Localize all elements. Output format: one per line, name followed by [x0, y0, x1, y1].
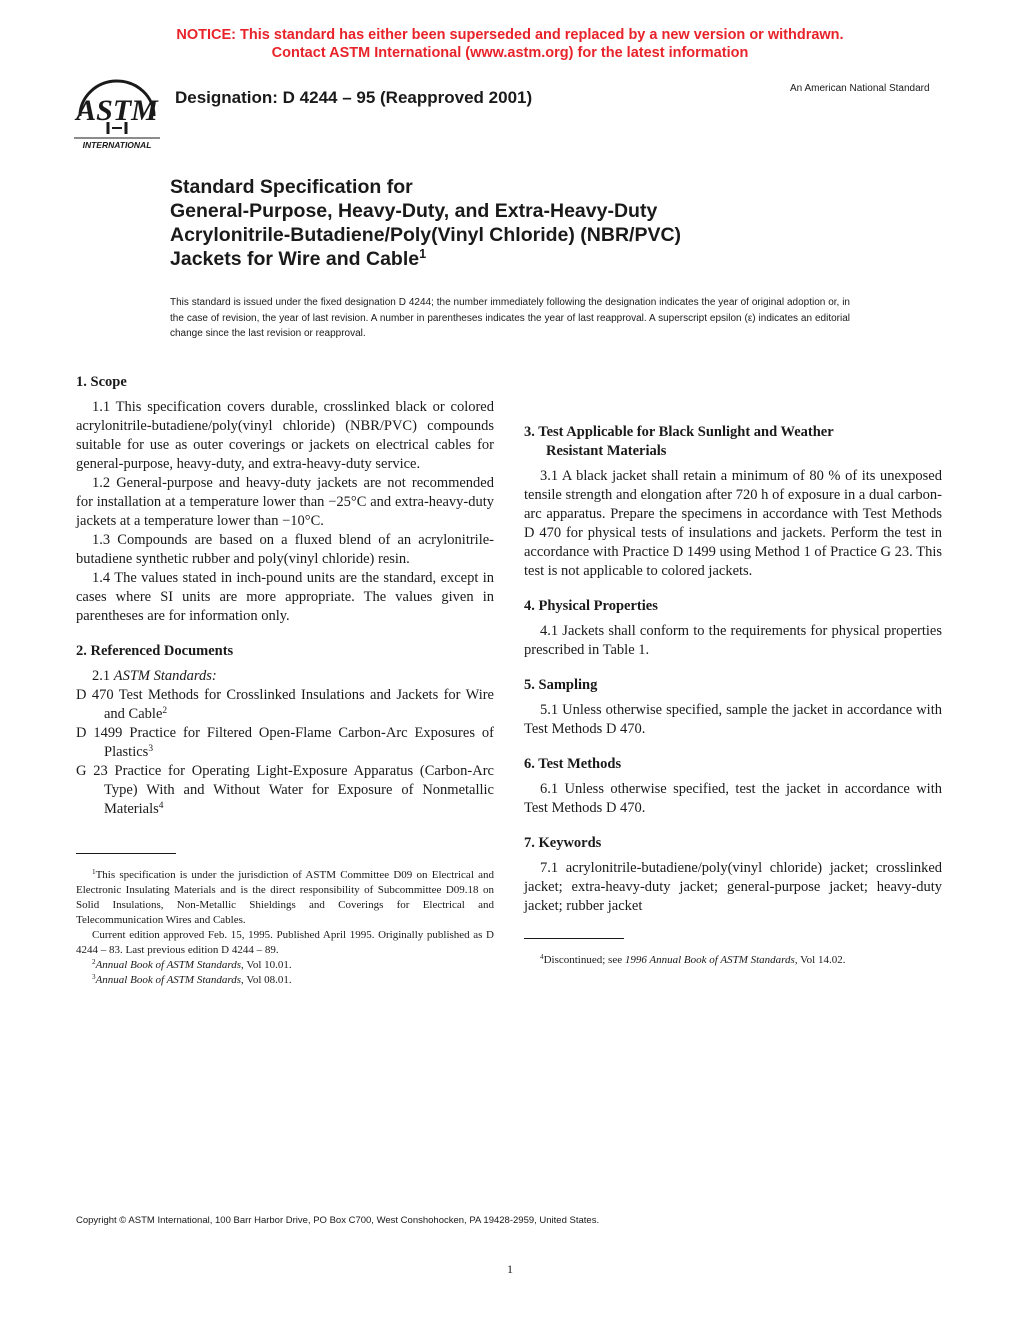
reference-d470: D 470 Test Methods for Crosslinked Insulations and Jackets for Wire and Cable$^2$ — [76, 687, 494, 722]
section-methods-heading: 6. Test Methods — [524, 756, 622, 772]
title-line-3: Acrylonitrile-Butadiene/Poly(Vinyl Chloride) (NBR/PVC) — [170, 224, 682, 246]
section-scope-heading: 1. Scope — [76, 374, 127, 390]
methods-6-1: 6.1 Unless otherwise specified, test the jacket in accordance with Test Methods D 470. — [524, 781, 942, 816]
section-physical-heading: 4. Physical Properties — [524, 598, 658, 614]
national-standard-label: An American National Standard — [790, 83, 930, 94]
left-column — [76, 373, 494, 988]
scope-1-3: 1.3 Compounds are based on a fluxed blend of an acrylonitrile-butadiene synthetic rubber and poly(vinyl chloride) resin. — [76, 532, 494, 567]
document-title — [170, 175, 870, 271]
sampling-5-1: 5.1 Unless otherwise specified, sample the jacket in accordance with Test Methods D 470. — [524, 702, 942, 737]
footnote-4: $^4$Discontinued; see 1996 Annual Book of ASTM Standards, Vol 14.02. — [540, 953, 846, 966]
title-line-1: Standard Specification for — [170, 176, 413, 198]
astm-logo — [72, 76, 162, 152]
logo-word: ASTM — [76, 94, 158, 127]
section-sampling-heading: 5. Sampling — [524, 677, 598, 693]
footnote-divider-left — [76, 853, 176, 854]
section-sunlight-heading: 3. Test Applicable for Black Sunlight and Weather Resistant Materials — [524, 424, 834, 459]
sunlight-3-1: 3.1 A black jacket shall retain a minimum of 80 % of its unexposed tensile strength and elongation after 720 h of exposure in a dual carbon-arc apparatus. Prepare the specimens in accordance with Test Methods D 470 for physical tests of insulations and jackets. Perform the test in accordance with Practice D 1499 using Method 1 of Practice G 23. This test is not applicable to colored jackets. — [524, 468, 942, 579]
footnote-3: $^3$Annual Book of ASTM Standards, Vol 08.01. — [92, 973, 292, 986]
keywords-7-1: 7.1 acrylonitrile-butadiene/poly(vinyl chloride) jacket; crosslinked jacket; extra-heavy-duty jacket; general-purpose jacket; heavy-duty jacket; rubber jacket — [524, 860, 942, 914]
scope-1-1: 1.1 This specification covers durable, crosslinked black or colored acrylonitrile-butadiene/poly(vinyl chloride) (NBR/PVC) compounds suitable for use as outer coverings or jackets on electrical cables for general-purpose, heavy-duty, and extra-heavy-duty service. — [76, 399, 494, 472]
designation: Designation: D 4244 – 95 (Reapproved 2001) — [175, 88, 533, 107]
physical-4-1: 4.1 Jackets shall conform to the requirements for physical properties prescribed in Table 1. — [524, 623, 942, 658]
notice-line-2: Contact ASTM International (www.astm.org) for the latest information — [271, 45, 749, 61]
reference-d1499: D 1499 Practice for Filtered Open-Flame Carbon-Arc Exposures of Plastics$^3$ — [76, 725, 494, 760]
logo-subtext: INTERNATIONAL — [82, 140, 152, 150]
copyright-notice: Copyright © ASTM International, 100 Barr Harbor Drive, PO Box C700, West Conshohocken, PA 19428-2959, United States. — [76, 1215, 600, 1226]
page-number: 1 — [507, 1262, 513, 1276]
reference-g23: G 23 Practice for Operating Light-Exposure Apparatus (Carbon-Arc Type) With and Without Water for Exposure of Nonmetallic Materials$^4$ — [76, 763, 494, 817]
title-line-2: General-Purpose, Heavy-Duty, and Extra-Heavy-Duty — [170, 200, 658, 222]
notice-line-1: NOTICE: This standard has either been superseded and replaced by a new version or withdrawn. — [176, 27, 844, 43]
scope-1-4: 1.4 The values stated in inch-pound units are the standard, except in cases where SI units are more appropriate. The values given in parentheses are for information only. — [76, 570, 494, 624]
supersession-notice — [0, 26, 1020, 62]
title-line-4: Jackets for Wire and Cable — [170, 248, 420, 270]
section-keywords-heading: 7. Keywords — [524, 835, 602, 851]
current-edition-note: Current edition approved Feb. 15, 1995. Published April 1995. Originally published as D 4244 – 83. Last previous edition D 4244 – 89. — [76, 929, 494, 956]
right-column — [524, 423, 942, 968]
scope-1-2: 1.2 General-purpose and heavy-duty jackets are not recommended for installation at a temperature lower than −25°C and extra-heavy-duty jackets at a temperature lower than −10°C. — [76, 475, 494, 529]
issuance-note: This standard is issued under the fixed designation D 4244; the number immediately following the designation indicates the year of original adoption or, in the case of revision, the year of last revision. A number in parentheses indicates the year of last reapproval. A superscript epsilon (ε) indicates an editorial change since the last revision or reapproval. — [170, 297, 850, 339]
title-footnote-mark: 1 — [419, 247, 427, 262]
section-referenced-heading: 2. Referenced Documents — [76, 643, 234, 659]
footnote-divider-right — [524, 938, 624, 939]
footnote-2: $^2$Annual Book of ASTM Standards, Vol 10.01. — [92, 958, 292, 971]
footnote-1: $^1$This specification is under the jurisdiction of ASTM Committee D09 on Electrical and Electronic Insulating Materials and is the direct responsibility of Subcommittee D09.18 on Solid Insulations, Non-Metallic Shieldings and Coverings for Electrical and Telecommunication Wires and Cables. — [76, 868, 494, 926]
referenced-2-1: 2.1 ASTM Standards: — [92, 668, 217, 684]
